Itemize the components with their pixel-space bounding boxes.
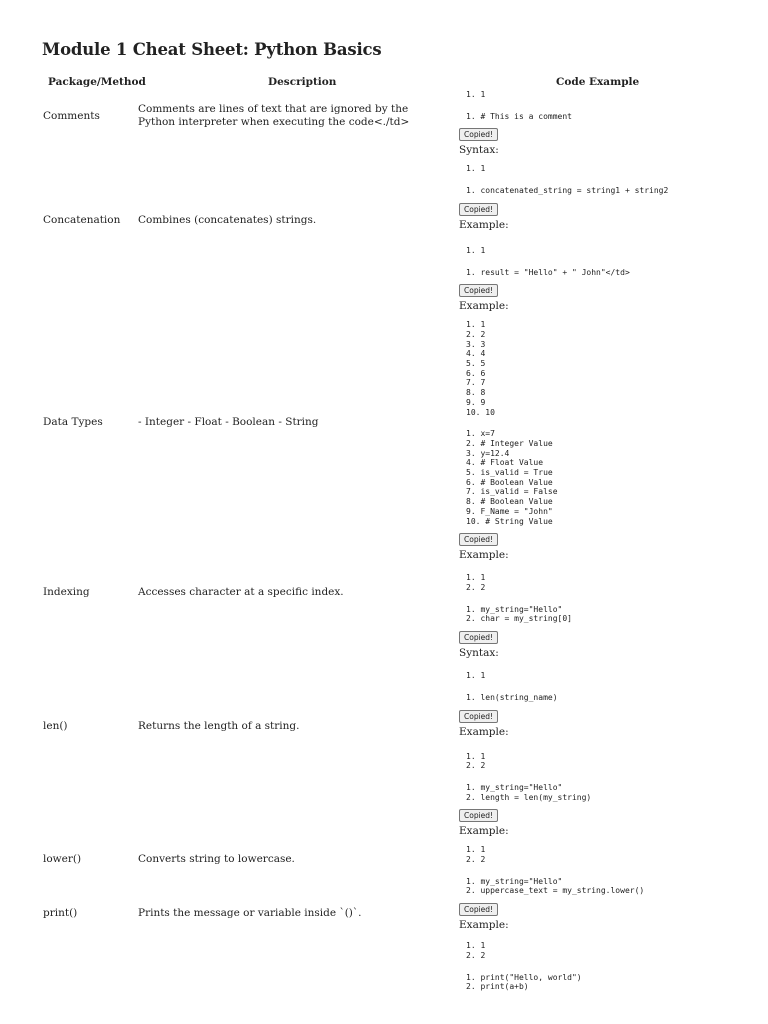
- line-number-list: [466, 246, 759, 256]
- code-block: [459, 90, 759, 141]
- code-line-list: [466, 186, 759, 196]
- spacer: [459, 100, 759, 112]
- code-line: 1. 1: [466, 245, 486, 255]
- code-line: 1. # This is a comment: [466, 111, 572, 121]
- copy-button[interactable]: Copied!: [459, 710, 498, 723]
- code-block-label: Example:: [459, 825, 509, 838]
- code-line: 1. x=7: [466, 429, 495, 439]
- code-line: 1. my_string="Hello": [466, 782, 563, 792]
- code-line-list: [466, 605, 759, 624]
- copy-button[interactable]: Copied!: [459, 128, 498, 141]
- code-line: 2. uppercase_text = my_string.lower(): [466, 886, 645, 896]
- code-line: 4. # Float Value: [466, 458, 544, 468]
- code-line: 5. is_valid = True: [466, 468, 553, 478]
- spacer: [459, 865, 759, 877]
- header-package: Package/Method: [48, 76, 146, 88]
- code-line: 8. # Boolean Value: [466, 497, 553, 507]
- line-number-list: [466, 941, 759, 960]
- code-line: 2. 2: [466, 329, 486, 339]
- code-line: 1. 1: [466, 671, 486, 681]
- code-line: 3. 3: [466, 339, 486, 349]
- code-line-list: [466, 429, 759, 526]
- code-line-list: [466, 973, 759, 992]
- row-description-data-types: - Integer - Float - Boolean - String: [138, 416, 319, 428]
- code-line: 10. # String Value: [466, 516, 553, 526]
- copy-button[interactable]: Copied!: [459, 903, 498, 916]
- code-block: [459, 919, 759, 992]
- spacer: [459, 681, 759, 693]
- copy-button-wrap: [459, 526, 759, 546]
- code-line: 1. 1: [466, 941, 486, 951]
- row-description-indexing: Accesses character at a specific index.: [138, 586, 344, 598]
- header-description: Description: [268, 76, 337, 88]
- row-name-data-types: Data Types: [43, 416, 103, 428]
- copy-button[interactable]: Copied!: [459, 284, 498, 297]
- code-example-column: [459, 90, 759, 992]
- code-line: 7. is_valid = False: [466, 487, 558, 497]
- code-line: 1. 1: [466, 90, 486, 99]
- row-name-len: len(): [43, 720, 68, 732]
- code-line: 1. concatenated_string = string1 + string2: [466, 186, 669, 196]
- row-description-comments: Comments are lines of text that are ignored by the Python interpreter when executing the code<./td>: [138, 103, 410, 128]
- spacer: [459, 256, 759, 268]
- code-block: [459, 219, 759, 297]
- code-line: 9. F_Name = "John": [466, 506, 553, 516]
- line-number-list: [466, 752, 759, 771]
- code-line: 1. 1: [466, 573, 486, 583]
- code-line: 10. 10: [466, 407, 495, 417]
- code-block-label: Syntax:: [459, 144, 499, 157]
- code-line-list: [466, 112, 759, 122]
- spacer: [459, 593, 759, 605]
- code-block-label: Example:: [459, 218, 509, 231]
- line-number-list: [466, 573, 759, 592]
- code-block: [459, 300, 759, 546]
- row-name-concatenation: Concatenation: [43, 214, 121, 226]
- row-description-lower: Converts string to lowercase.: [138, 853, 295, 865]
- row-name-comments: Comments: [43, 110, 100, 122]
- copy-button-wrap: [459, 802, 759, 822]
- code-line: 1. my_string="Hello": [466, 876, 563, 886]
- code-line: 4. 4: [466, 349, 486, 359]
- code-line: 2. 2: [466, 855, 486, 865]
- code-block: [459, 144, 759, 215]
- code-block-label: Example:: [459, 919, 509, 932]
- code-line: 2. 2: [466, 761, 486, 771]
- code-line-list: [466, 877, 759, 896]
- code-block: [459, 647, 759, 722]
- code-line: 6. 6: [466, 368, 486, 378]
- code-line: 2. char = my_string[0]: [466, 614, 572, 624]
- code-line: 1. 1: [466, 845, 486, 855]
- spacer: [459, 961, 759, 973]
- copy-button-wrap: [459, 896, 759, 916]
- row-name-indexing: Indexing: [43, 586, 90, 598]
- spacer: [459, 174, 759, 186]
- copy-button[interactable]: Copied!: [459, 809, 498, 822]
- code-line: 3. y=12.4: [466, 448, 510, 458]
- copy-button[interactable]: Copied!: [459, 533, 498, 546]
- code-line: 1. my_string="Hello": [466, 604, 563, 614]
- row-description-len: Returns the length of a string.: [138, 720, 300, 732]
- code-line: 1. len(string_name): [466, 692, 558, 702]
- page-title: Module 1 Cheat Sheet: Python Basics: [42, 40, 382, 59]
- code-block: [459, 726, 759, 823]
- code-block: [459, 549, 759, 644]
- code-line: 5. 5: [466, 359, 486, 369]
- code-line: 1. 1: [466, 751, 486, 761]
- code-line: 2. length = len(my_string): [466, 792, 592, 802]
- code-line: 8. 8: [466, 388, 486, 398]
- line-number-list: [466, 671, 759, 681]
- code-line: 1. 1: [466, 164, 486, 174]
- copy-button-wrap: [459, 703, 759, 723]
- code-line-list: [466, 693, 759, 703]
- code-block-label: Example:: [459, 549, 509, 562]
- copy-button-wrap: [459, 624, 759, 644]
- code-block-label: Example:: [459, 300, 509, 313]
- copy-button-wrap: [459, 277, 759, 297]
- code-line-list: [466, 268, 759, 278]
- copy-button[interactable]: Copied!: [459, 631, 498, 644]
- row-name-print: print(): [43, 907, 78, 919]
- line-number-list: [466, 164, 759, 174]
- code-line: 6. # Boolean Value: [466, 477, 553, 487]
- copy-button-wrap: [459, 121, 759, 141]
- code-line: 7. 7: [466, 378, 486, 388]
- row-description-print: Prints the message or variable inside `()`.: [138, 907, 362, 919]
- code-block: [459, 825, 759, 916]
- line-number-list: [466, 90, 759, 100]
- code-line-list: [466, 783, 759, 802]
- row-name-lower: lower(): [43, 853, 82, 865]
- spacer: [459, 771, 759, 783]
- code-line: 1. 1: [466, 320, 486, 330]
- copy-button[interactable]: Copied!: [459, 203, 498, 216]
- code-line: 2. # Integer Value: [466, 438, 553, 448]
- code-line: 2. print(a+b): [466, 982, 529, 992]
- code-line: 9. 9: [466, 397, 486, 407]
- code-line: 1. result = "Hello" + " John"</td>: [466, 267, 630, 277]
- copy-button-wrap: [459, 196, 759, 216]
- spacer: [459, 417, 759, 429]
- line-number-list: [466, 845, 759, 864]
- line-number-list: [466, 320, 759, 417]
- code-block-label: Syntax:: [459, 647, 499, 660]
- row-description-concatenation: Combines (concatenates) strings.: [138, 214, 317, 226]
- code-block-label: Example:: [459, 725, 509, 738]
- code-line: 2. 2: [466, 582, 486, 592]
- code-line: 1. print("Hello, world"): [466, 972, 582, 982]
- code-line: 2. 2: [466, 950, 486, 960]
- header-code-example: Code Example: [556, 76, 640, 88]
